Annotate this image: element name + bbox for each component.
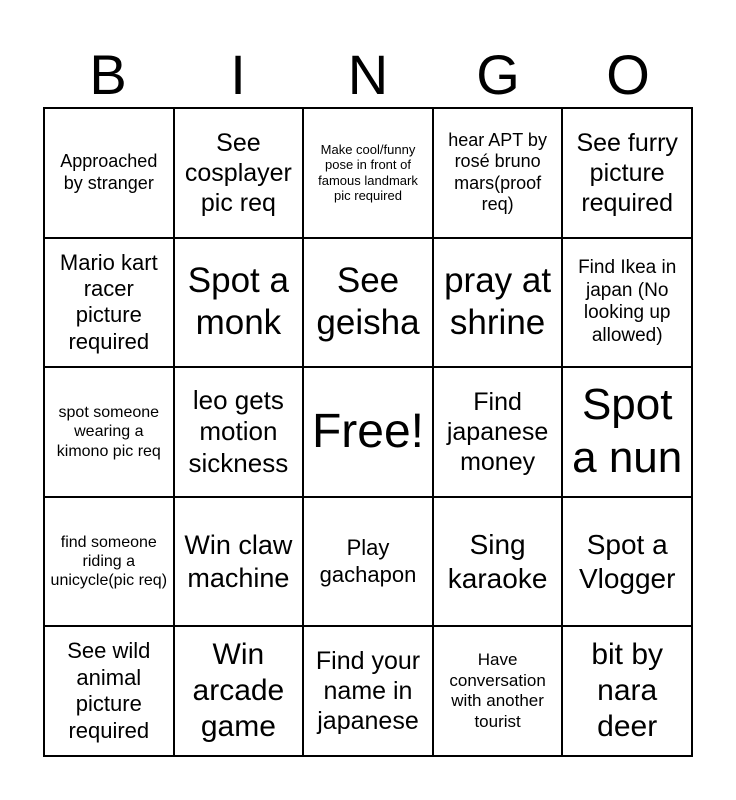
cell-text: See cosplayer pic req — [184, 128, 292, 217]
header-letter-o: O — [606, 43, 650, 106]
bingo-cell[interactable] — [562, 626, 692, 756]
bingo-cell[interactable] — [303, 108, 433, 238]
bingo-cell[interactable] — [174, 108, 304, 238]
bingo-cell[interactable] — [174, 238, 304, 368]
cell-text: leo gets motion sickness — [188, 385, 289, 478]
header-letter-n: N — [347, 43, 389, 106]
bingo-cell[interactable] — [562, 108, 692, 238]
bingo-cell[interactable] — [174, 497, 304, 627]
cell-text: Play gachapon — [319, 535, 417, 587]
free-space-cell[interactable] — [303, 367, 433, 497]
cell-text: bit by nara deer — [591, 638, 664, 744]
cell-text: Find Ikea in japan (No looking up allowed) — [578, 256, 677, 347]
cell-text: Have conversation with another tourist — [449, 650, 546, 731]
cell-text: Win arcade game — [192, 638, 285, 744]
cell-text: Spot a Vlogger — [578, 529, 676, 594]
bingo-cell[interactable] — [303, 238, 433, 368]
bingo-cell[interactable] — [433, 626, 563, 756]
cell-text: Win claw machine — [184, 530, 293, 593]
bingo-cell[interactable] — [44, 108, 174, 238]
bingo-cell[interactable] — [562, 367, 692, 497]
bingo-cell[interactable] — [433, 238, 563, 368]
header-letter-i: I — [230, 43, 246, 106]
cell-text: Spot a nun — [572, 380, 683, 482]
cell-text: Mario kart racer picture required — [59, 249, 158, 354]
bingo-header — [43, 44, 693, 106]
bingo-cell[interactable] — [44, 626, 174, 756]
cell-text: pray at shrine — [444, 261, 552, 343]
bingo-cell[interactable] — [44, 238, 174, 368]
cell-text: hear APT by rosé bruno mars(proof req) — [448, 129, 547, 215]
bingo-cell[interactable] — [44, 497, 174, 627]
cell-text: Find japanese money — [446, 387, 549, 476]
bingo-cell[interactable] — [44, 367, 174, 497]
bingo-board — [43, 107, 693, 757]
header-letter-g: G — [476, 43, 520, 106]
cell-text: See geisha — [316, 261, 420, 343]
cell-text: See furry picture required — [576, 128, 678, 217]
cell-text: Make cool/funny pose in front of famous landmark pic required — [318, 141, 418, 204]
cell-text: Approached by stranger — [60, 151, 158, 193]
bingo-cell[interactable] — [433, 497, 563, 627]
header-letter-b: B — [89, 43, 127, 106]
bingo-cell[interactable] — [174, 367, 304, 497]
bingo-cell[interactable] — [562, 497, 692, 627]
bingo-cell[interactable] — [303, 626, 433, 756]
cell-text: Free! — [311, 405, 424, 459]
cell-text: See wild animal picture required — [67, 638, 151, 743]
bingo-cell[interactable] — [562, 238, 692, 368]
bingo-cell[interactable] — [174, 626, 304, 756]
cell-text: spot someone wearing a kimono pic req — [56, 404, 161, 460]
cell-text: find someone riding a unicycle(pic req) — [50, 533, 168, 590]
cell-text: Spot a monk — [187, 261, 289, 343]
cell-text: Sing karaoke — [447, 529, 548, 594]
bingo-cell[interactable] — [303, 497, 433, 627]
bingo-cell[interactable] — [433, 367, 563, 497]
bingo-cell[interactable] — [433, 108, 563, 238]
cell-text: Find your name in japanese — [315, 647, 421, 736]
